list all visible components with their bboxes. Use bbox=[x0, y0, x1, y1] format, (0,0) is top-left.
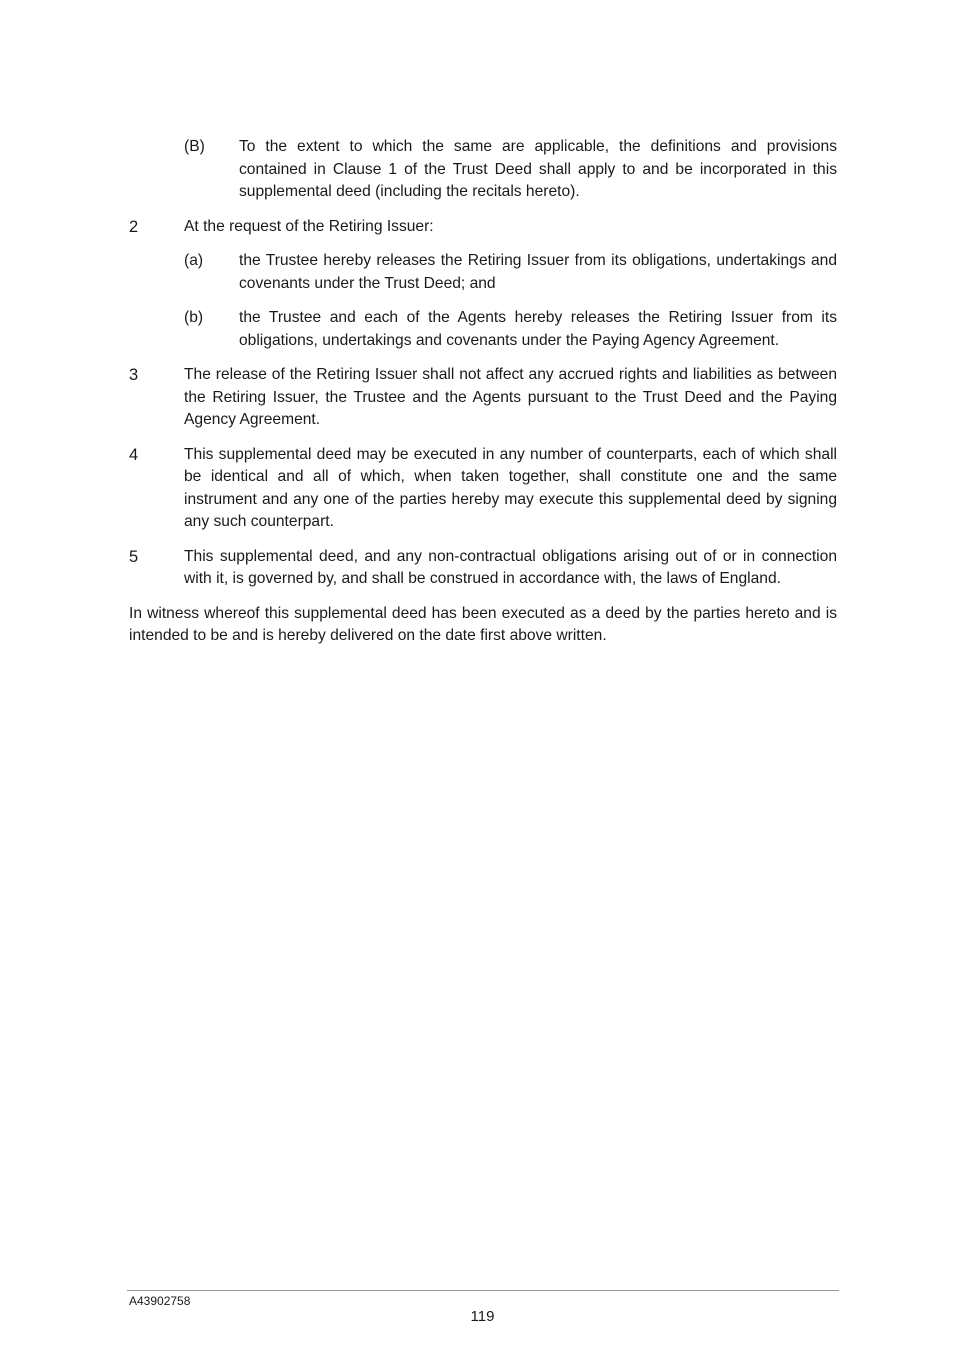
clause-2 bbox=[129, 216, 837, 239]
page-number: 119 bbox=[470, 1308, 495, 1325]
clause-number: 3 bbox=[129, 366, 139, 384]
clause-2a bbox=[184, 250, 837, 295]
sub-clause-label: (a) bbox=[184, 252, 204, 269]
clause-number: 4 bbox=[129, 445, 139, 464]
clause-text: This supplemental deed may be executed in any number of counterparts, each of which shall be identical and all of which, when taken together, shall constitute one and the same instrument and any one of the parties hereby may execute this supplemental deed by signing any such counterpart. bbox=[184, 445, 837, 530]
sub-clause-text: the Trustee and each of the Agents hereby releases the Retiring Issuer from its obligations, undertakings and covenants under the Paying Agency Agreement. bbox=[239, 309, 837, 349]
clause-5 bbox=[129, 546, 837, 591]
clause-B bbox=[184, 136, 837, 204]
clause-text: The release of the Retiring Issuer shall not affect any accrued rights and liabilities as between the Retiring Issuer, the Trustee and the Agents pursuant to the Trust Deed and the Paying Agency Agreement. bbox=[184, 366, 837, 428]
footer-divider bbox=[127, 1290, 839, 1291]
sub-clause-label: (b) bbox=[184, 309, 204, 326]
document-body bbox=[129, 136, 837, 648]
witness-statement: In witness whereof this supplemental deed has been executed as a deed by the parties hereto and is intended to be and is hereby delivered on the date first above written. bbox=[129, 604, 837, 644]
clause-4 bbox=[129, 444, 837, 534]
clause-2b bbox=[184, 307, 837, 352]
clause-number: 5 bbox=[129, 547, 139, 566]
clause-text: At the request of the Retiring Issuer: bbox=[184, 217, 434, 235]
clause-number: 2 bbox=[129, 217, 139, 236]
clause-3 bbox=[129, 364, 837, 432]
document-reference: A43902758 bbox=[129, 1294, 191, 1308]
clause-label: (B) bbox=[184, 138, 205, 155]
clause-text: To the extent to which the same are applicable, the definitions and provisions contained in Clause 1 of the Trust Deed shall apply to and be incorporated in this supplemental deed (including the recitals hereto). bbox=[239, 138, 837, 200]
clause-text: This supplemental deed, and any non-contractual obligations arising out of or in connection with it, is governed by, and shall be construed in accordance with, the laws of England. bbox=[184, 547, 837, 587]
sub-clause-text: the Trustee hereby releases the Retiring Issuer from its obligations, undertakings and covenants under the Trust Deed; and bbox=[239, 252, 837, 292]
